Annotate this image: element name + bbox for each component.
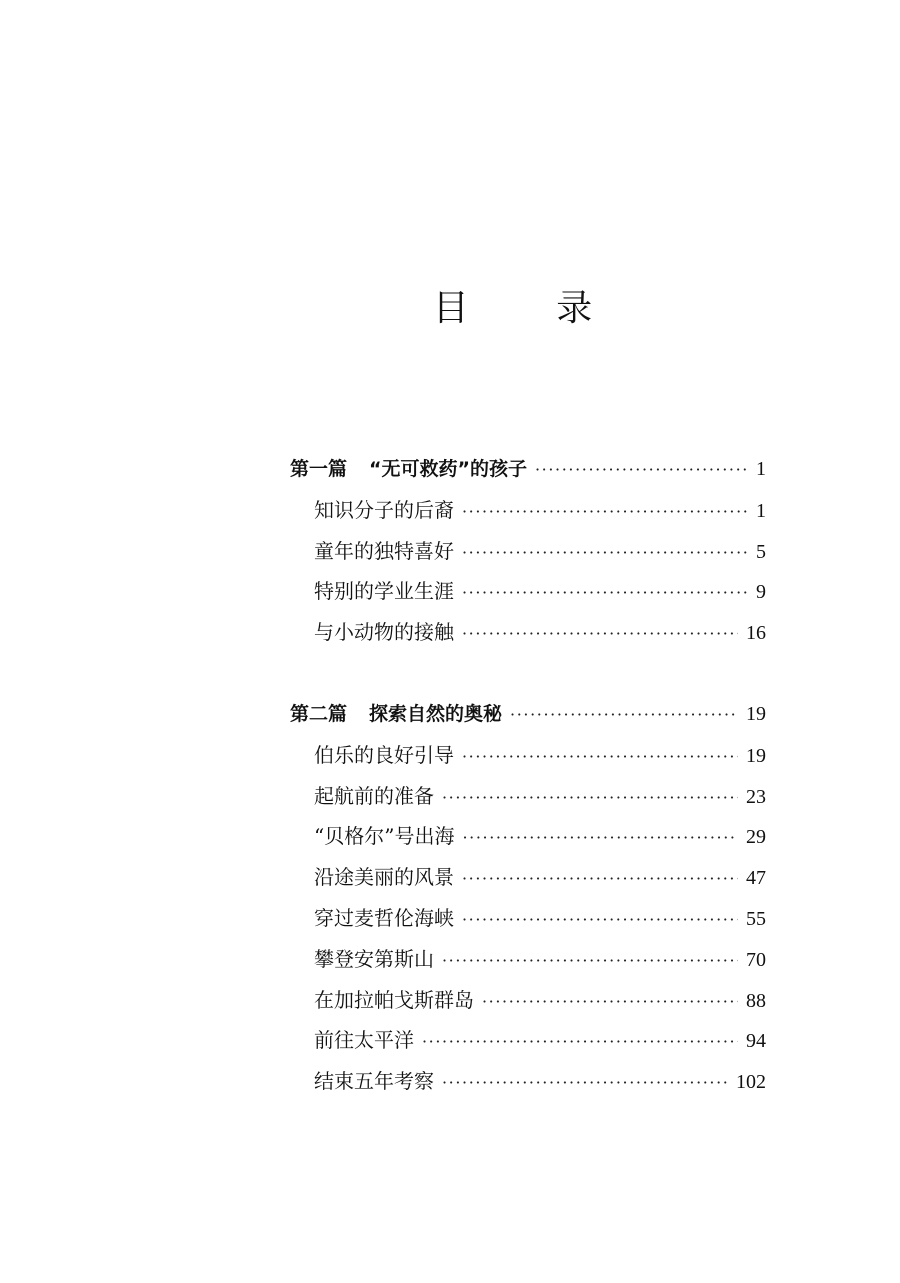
page-number: 55 (746, 907, 766, 930)
page-number: 47 (746, 867, 766, 890)
toc-part-2 (290, 694, 766, 1102)
dot-leader (462, 737, 738, 778)
part-label (290, 449, 527, 490)
toc-entry[interactable] (290, 735, 766, 776)
entry-title: 攀登安第斯山 (314, 946, 434, 971)
dot-leader (462, 614, 738, 655)
page-number: 1 (756, 499, 766, 522)
toc-entry[interactable] (290, 612, 766, 653)
toc-entry[interactable] (290, 816, 766, 857)
entry-title: 沿途美丽的风景 (314, 865, 454, 890)
dot-leader (442, 941, 738, 982)
page-number: 23 (746, 785, 766, 808)
part-title: 探索自然的奥秘 (369, 702, 503, 725)
entry-title: 在加拉帕戈斯群岛 (314, 987, 474, 1012)
dot-leader (462, 818, 738, 859)
toc-part-1 (290, 449, 766, 653)
dot-leader (442, 1063, 728, 1104)
dot-leader (535, 450, 748, 491)
page-number: 94 (746, 1030, 766, 1053)
page-number: 102 (736, 1071, 766, 1094)
entry-title: 与小动物的接触 (314, 620, 454, 645)
entry-title: 结束五年考察 (314, 1069, 434, 1094)
page-number: 9 (756, 581, 766, 604)
toc-entry[interactable] (290, 939, 766, 980)
page-number: 70 (746, 948, 766, 971)
entry-title: 童年的独特喜好 (314, 538, 454, 563)
page-number: 19 (746, 702, 766, 725)
dot-leader (422, 1022, 738, 1063)
dot-leader (462, 859, 738, 900)
dot-leader (462, 900, 738, 941)
dot-leader (510, 695, 738, 736)
part-title: “无可救药”的孩子 (369, 458, 527, 480)
dot-leader (482, 982, 738, 1023)
page-title: 目 录 (432, 288, 631, 329)
entry-title: 穿过麦哲伦海峡 (314, 905, 454, 930)
toc-entry[interactable] (290, 571, 766, 612)
page-number: 16 (746, 622, 766, 645)
page-number: 29 (746, 826, 766, 849)
entry-title: 知识分子的后裔 (314, 497, 454, 522)
entry-title: 起航前的准备 (314, 783, 434, 808)
entry-title: 特别的学业生涯 (314, 579, 454, 604)
part-number: 第二篇 (290, 702, 348, 725)
dot-leader (462, 492, 748, 533)
entry-title: “贝格尔”号出海 (314, 824, 455, 849)
page-number: 1 (756, 458, 766, 480)
table-of-contents (290, 449, 766, 1102)
dot-leader (442, 778, 738, 819)
entry-title: 伯乐的良好引导 (314, 742, 454, 767)
page-number: 88 (746, 989, 766, 1012)
toc-entry[interactable] (290, 1061, 766, 1102)
toc-entry[interactable] (290, 857, 766, 898)
part-number: 第一篇 (290, 458, 348, 480)
part-heading[interactable] (290, 694, 766, 735)
dot-leader (462, 573, 748, 614)
dot-leader (462, 533, 748, 574)
page-number: 19 (746, 744, 766, 767)
toc-entry[interactable] (290, 776, 766, 817)
part-label (290, 694, 502, 735)
toc-entry[interactable] (290, 531, 766, 572)
page-number: 5 (756, 540, 766, 563)
toc-entry[interactable] (290, 980, 766, 1021)
entry-title: 前往太平洋 (314, 1028, 414, 1053)
toc-entry[interactable] (290, 898, 766, 939)
toc-entry[interactable] (290, 490, 766, 531)
toc-entry[interactable] (290, 1020, 766, 1061)
part-heading[interactable] (290, 449, 766, 490)
